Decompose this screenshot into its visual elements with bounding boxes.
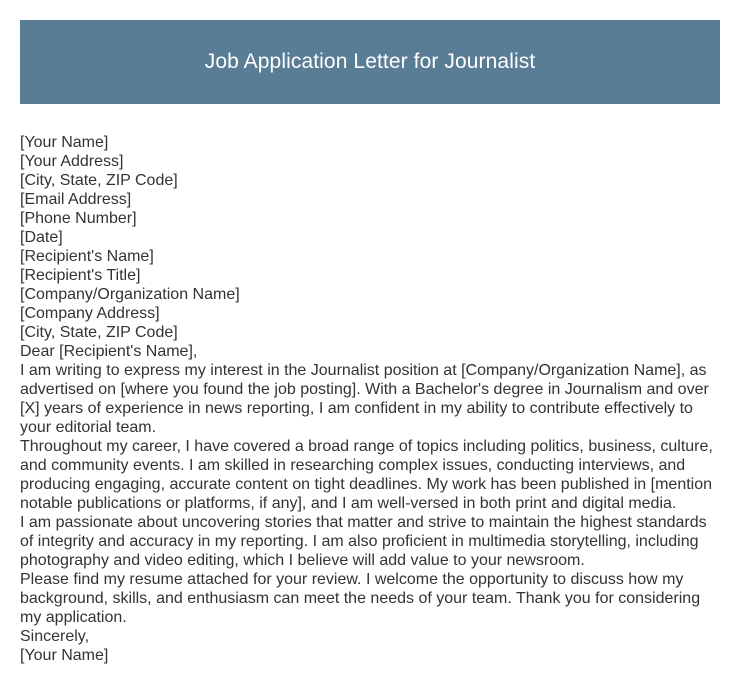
- paragraph-skills: I am passionate about uncovering stories that matter and strive to maintain the highest standards of integrity and accuracy in my reporting. I am also proficient in multimedia storytelling, including photography and video editing, which I believe will add value to your newsroom.: [20, 514, 707, 569]
- sender-block: [20, 133, 720, 228]
- letter-body: [20, 133, 720, 665]
- sender-email: [Email Address]: [20, 191, 132, 208]
- recipient-city-state-zip: [City, State, ZIP Code]: [20, 324, 178, 341]
- recipient-address: [Company Address]: [20, 305, 160, 322]
- sender-phone: [Phone Number]: [20, 210, 137, 227]
- sender-address: [Your Address]: [20, 153, 124, 170]
- closing: Sincerely,: [20, 628, 90, 645]
- paragraph-experience: Throughout my career, I have covered a broad range of topics including politics, business, culture, and community events. I am skilled in researching complex issues, conducting interviews, and producing engaging, accurate content on tight deadlines. My work has been published in [mention notable publications or platforms, if any], and I am well-versed in both print and digital media.: [20, 438, 713, 512]
- recipient-title: [Recipient's Title]: [20, 267, 141, 284]
- header-banner: [20, 20, 720, 104]
- recipient-block: [20, 247, 720, 342]
- letter-date: [Date]: [20, 229, 63, 246]
- salutation: Dear [Recipient's Name],: [20, 343, 198, 360]
- sender-city-state-zip: [City, State, ZIP Code]: [20, 172, 178, 189]
- paragraph-intro: I am writing to express my interest in the Journalist position at [Company/Organization Name], as advertised on [where you found the job posting]. With a Bachelor's degree in Journalism and over [X] years of experience in news reporting, I am confident in my ability to contribute effectively to your editorial team.: [20, 362, 709, 436]
- page-title: Job Application Letter for Journalist: [204, 50, 536, 73]
- signature: [Your Name]: [20, 647, 109, 664]
- recipient-company: [Company/Organization Name]: [20, 286, 240, 303]
- sender-name: [Your Name]: [20, 134, 109, 151]
- paragraph-closing: Please find my resume attached for your review. I welcome the opportunity to discuss how my background, skills, and enthusiasm can meet the needs of your team. Thank you for considering my application.: [20, 571, 701, 626]
- recipient-name: [Recipient's Name]: [20, 248, 154, 265]
